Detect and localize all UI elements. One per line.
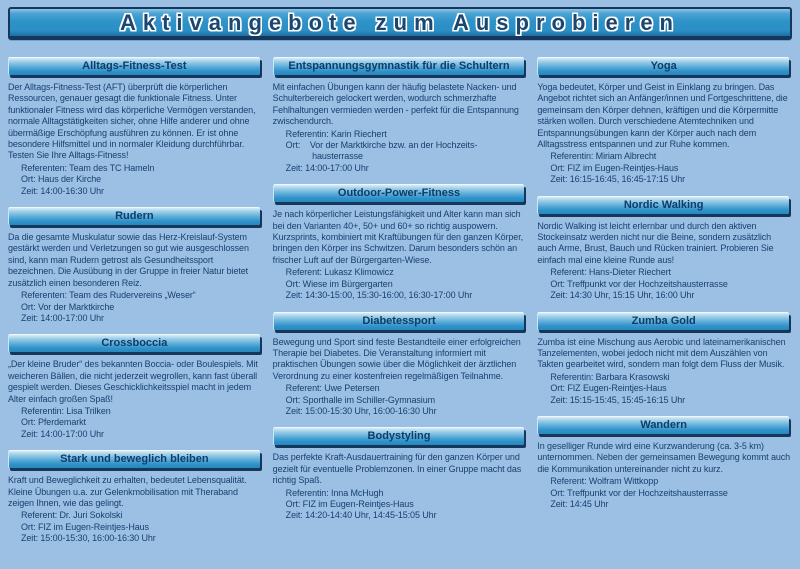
detail-line: Zeit: 14:00-16:30 Uhr — [21, 185, 104, 196]
section-header-button: Entspannungsgymnastik für die Schultern — [273, 57, 525, 75]
detail-line: Zeit: 14:00-17:00 Uhr — [21, 428, 104, 439]
section-details — [8, 406, 263, 440]
section-details — [273, 129, 528, 175]
detail-line: Referentin: Barbara Krasowski — [550, 371, 670, 382]
detail-line: hausterrasse — [285, 151, 363, 162]
detail-line: Ort: Pferdemarkt — [21, 417, 86, 428]
section-details — [273, 488, 528, 522]
section-description: In geselliger Runde wird eine Kurzwanderung (ca. 3-5 km) unternommen. Neben der gemeinsamen Bewegung kommt auch die Kommunikation untereinander nicht zu kurz. — [537, 440, 791, 474]
section-details — [537, 372, 792, 406]
detail-line: Zeit: 14:30-15:00, 15:30-16:00, 16:30-17:00 Uhr — [285, 290, 473, 301]
section-description: Da die gesamte Muskulatur sowie das Herz-Kreislauf-System gestärkt werden und Verletzungen so gut wie ausgeschlossen sind, kann man Rudern getrost als Gesundheitssport bezeichnen. Die Ausübung in der Gruppe in freier Natur bietet zusätzlich einen besonderen Reiz. — [8, 232, 249, 288]
detail-line: Ort: Treffpunkt vor der Hochzeitshausterrasse — [550, 278, 728, 289]
detail-line: Ort: Treffpunkt vor der Hochzeitshausterrasse — [550, 487, 728, 498]
activity-section — [8, 207, 263, 324]
section-header-button: Alltags-Fitness-Test — [8, 57, 260, 75]
section-details — [537, 476, 792, 510]
section-description: Der Alltags-Fitness-Test (AFT) überprüft die körperlichen Ressourcen, genauer gesagt die funktionale Fitness. Unter funktionaler Fitness wird das körperliche Vermögen verstanden, normale Alltagstätigkeiten sicher, ohne Hilfe anderer und ohne übermäßige Erschöpfung ausführen zu können. Er ist ohne besondere Hilfsmittel und in normaler Kleidung durchführbar. Testen Sie Ihre Alltags-Fitness! — [8, 82, 256, 161]
activity-section — [537, 196, 792, 302]
detail-line: Referent: Uwe Petersen — [285, 383, 380, 394]
section-details — [273, 267, 528, 301]
detail-line: Referentin: Lisa Trilken — [21, 405, 111, 416]
detail-line: Referent: Hans-Dieter Riechert — [550, 267, 671, 278]
section-description: Mit einfachen Übungen kann der häufig belastete Nacken- und Schulterbereich gelockert werden, wodurch schmerzhafte Fehlhaltungen vermieden werden - perfekt für die Entspannung zwischendurch. — [272, 82, 519, 127]
section-details — [537, 151, 792, 185]
detail-line: Ort: Haus der Kirche — [21, 174, 102, 185]
section-description: Yoga bedeutet, Körper und Geist in Einklang zu bringen. Das Angebot richtet sich an Anfänger/innen und Fortgeschrittene, die gemeinsam den Körper dehnen, kräftigen und die Körpermitte stärken wollen. Durch verschiedene Atemtechniken und Entspannungsübungen kann der Körper auch nach dem Alltagsstress entspannen und zur Ruhe kommen. — [537, 82, 788, 150]
detail-line: Ort: FIZ Eugen-Reintjes-Haus — [550, 383, 667, 394]
activity-section — [537, 416, 792, 510]
content-columns — [8, 57, 792, 555]
activity-section — [8, 450, 263, 544]
section-header-button: Rudern — [8, 207, 260, 225]
section-header-button: Yoga — [537, 57, 789, 75]
column-1 — [8, 57, 263, 555]
detail-line: Zeit: 16:15-16:45, 16:45-17:15 Uhr — [550, 174, 686, 185]
section-details — [537, 267, 792, 301]
section-details — [8, 290, 263, 324]
detail-line: Zeit: 15:00-15:30 Uhr, 16:00-16:30 Uhr — [285, 405, 437, 416]
detail-line: Ort: Sporthalle im Schiller-Gymnasium — [285, 394, 436, 405]
activity-section — [273, 312, 528, 418]
detail-line: Referent: Wolfram Wittkopp — [550, 476, 659, 487]
detail-line: Ort: FIZ im Eugen-Reintjes-Haus — [550, 162, 679, 173]
section-description: Zumba ist eine Mischung aus Aerobic und lateinamerikanischen Tanzelementen, wobei jedoch nicht mit dem Auszählen von Takten gearbeitet wird, sondern man folgt dem Fluss der Musik. — [537, 336, 786, 370]
section-header-button: Stark und beweglich bleiben — [8, 450, 260, 468]
detail-line: Zeit: 14:20-14:40 Uhr, 14:45-15:05 Uhr — [285, 510, 437, 521]
activity-section — [537, 312, 792, 406]
section-details — [8, 163, 263, 197]
section-header-button: Outdoor-Power-Fitness — [273, 184, 525, 202]
section-details — [273, 383, 528, 417]
section-description: Kraft und Beweglichkeit zu erhalten, bedeutet Lebensqualität. Kleine Übungen u.a. zur Gelenkmobilisation mit Theraband zeigen Ihnen, wie das gelingt. — [8, 475, 247, 508]
detail-line: Referentin: Miriam Albrecht — [550, 151, 657, 162]
detail-line: Zeit: 15:15-15:45, 15:45-16:15 Uhr — [550, 394, 686, 405]
detail-line: Ort: FIZ im Eugen-Reintjes-Haus — [285, 498, 414, 509]
activity-section — [273, 184, 528, 301]
detail-line: Ort: FIZ im Eugen-Reintjes-Haus — [21, 521, 149, 532]
detail-line: Ort: Wiese im Bürgergarten — [285, 278, 393, 289]
activity-section — [8, 57, 263, 197]
section-header-button: Nordic Walking — [537, 196, 789, 214]
section-description: „Der kleine Bruder“ des bekannten Boccia- oder Boulespiels. Mit weicheren Bällen, die nicht jederzeit wegrollen, kann fast überall gespielt werden. Dieses Geschicklichkeitsspiel macht in jedem Alter einfach großen Spaß! — [8, 359, 258, 404]
activity-section — [273, 57, 528, 174]
activity-section — [273, 427, 528, 521]
section-header-button: Diabetessport — [273, 312, 525, 330]
section-header-button: Zumba Gold — [537, 312, 789, 330]
activity-section — [537, 57, 792, 186]
activity-section — [8, 334, 263, 440]
detail-line: Referent: Lukasz Klimowicz — [285, 267, 394, 278]
section-description: Bewegung und Sport sind feste Bestandteile einer erfolgreichen Therapie bei Diabetes. Die Veranstaltung informiert mit praktischen Übungen sowie über die Möglichkeit der ärztlichen Verordnung zu einer kostenfreien regelmäßigen Teilnahme. — [272, 336, 521, 381]
section-details — [8, 510, 263, 544]
detail-line: Ort: Vor der Marktkirche bzw. an der Hochzeits- — [285, 140, 478, 151]
detail-line: Referentin: Inna McHugh — [285, 487, 384, 498]
detail-line: Zeit: 14:00-17:00 Uhr — [21, 312, 104, 323]
detail-line: Zeit: 15:00-15:30, 16:00-16:30 Uhr — [21, 533, 156, 544]
detail-line: Referentin: Karin Riechert — [285, 128, 387, 139]
column-3 — [537, 57, 792, 555]
detail-line: Zeit: 14:00-17:00 Uhr — [285, 162, 369, 173]
detail-line: Zeit: 14:45 Uhr — [550, 498, 609, 509]
page-title-bar — [8, 7, 792, 40]
section-header-button: Bodystyling — [273, 427, 525, 445]
detail-line: Zeit: 14:30 Uhr, 15:15 Uhr, 16:00 Uhr — [550, 290, 695, 301]
section-description: Das perfekte Kraft-Ausdauertraining für den ganzen Körper und gezielt für eventuelle Problemzonen. In einer Gruppe macht das richtig Spaß. — [272, 452, 522, 486]
page-title: Aktivangebote zum Ausprobieren — [119, 9, 680, 35]
section-description: Nordic Walking ist leicht erlernbar und durch den aktiven Stockeinsatz werden nicht nur die Beine, sondern zusätzlich auch Arme, Brust, Bauch und Rücken trainiert. Probieren Sie einfach mal eine kleine Runde aus! — [537, 220, 774, 265]
detail-line: Ort: Vor der Marktkirche — [21, 301, 115, 312]
detail-line: Referent: Dr. Juri Sokolski — [21, 510, 123, 521]
column-2 — [273, 57, 528, 555]
section-header-button: Wandern — [537, 416, 789, 434]
section-description: Je nach körperlicher Leistungsfähigkeit und Alter kann man sich bei den Varianten 40+, 50+ und 60+ so richtig auspowern. Kurzsprints, kombiniert mit Kraftübungen für den ganzen Körper, bringen den Körper ins Schwitzen. Darum besonders schön an frischer Luft auf der Bürgergarten-Wiese. — [272, 209, 524, 265]
detail-line: Referenten: Team des Rudervereins „Weser“ — [21, 290, 196, 301]
detail-line: Referenten: Team des TC Hameln — [21, 162, 155, 173]
section-header-button: Crossboccia — [8, 334, 260, 352]
